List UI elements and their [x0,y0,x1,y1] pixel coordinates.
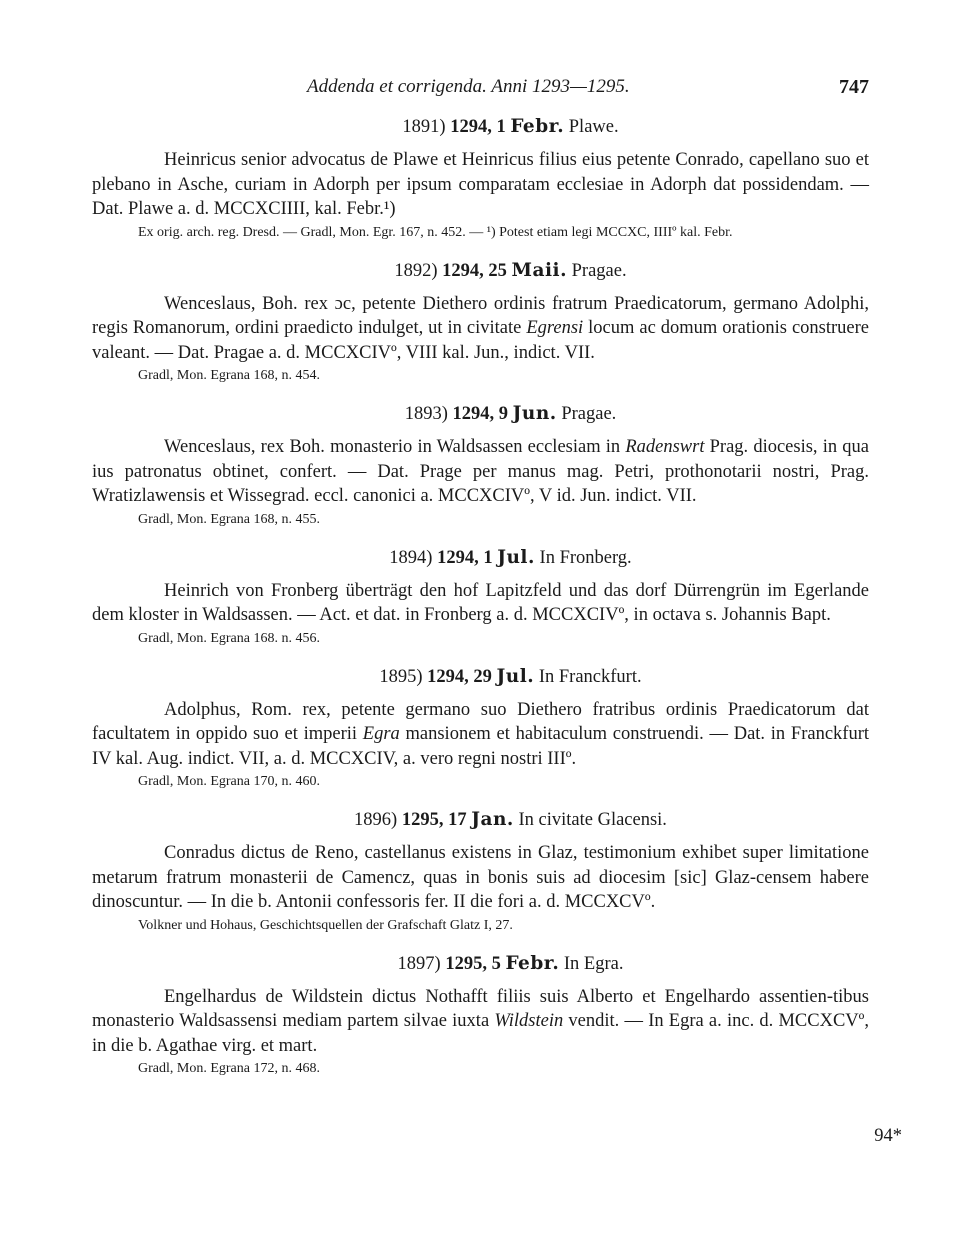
entry-month: Jan. [471,809,514,830]
entry-place: In civitate Glacensi. [518,810,667,830]
entry-text-part: Engelhardus de Wildstein dictus Nothafft filiis suis Alberto et Engelhardo assentien-tibus monasterio Waldsassensi mediam partem silvae iuxta [92,986,869,1031]
entry-place-name: Radenswrt [625,437,705,457]
entry-month: Jul. [496,665,535,687]
charter-entry [92,807,869,937]
entry-place-name: Egra [362,724,400,744]
running-header [92,76,869,106]
entry-month: Jul. [497,546,535,568]
entry-number: 1893) [404,404,448,424]
entry-place: In Egra. [563,953,624,974]
entry-number: 1892) [394,260,438,281]
entry-number: 1897) [397,953,441,974]
entry-number: 1896) [354,810,398,830]
entry-text [92,698,869,772]
entry-text-part: Prag. diocesis, in qua ius patronatus obtinet, confert. — Dat. Prage per manus mag. Petri, prothonotarii nostri, Prag. Wratizlawensis et Wissegrad. eccl. canonici a. MCCXCIVº, V id. Jun. indict. VII. [92,437,869,506]
charter-entry [92,545,869,650]
charter-entry [92,258,869,388]
entry-source: Ex orig. arch. reg. Dresd. — Gradl, Mon. Egr. 167, n. 452. — ¹) Potest etiam legi MCCXC, IIIIº kal. Febr. [138,224,733,240]
entry-heading [92,951,869,977]
entry-text-part: mansionem et habitaculum construendi. — Dat. in Franckfurt IV kal. Aug. indict. VII, a. d. MCCXCIV, a. vero regni nostri IIIº. [92,724,869,769]
entry-month: Febr. [510,116,565,137]
entry-text-part: Wenceslaus, Boh. rex ɔc, petente Diethero ordinis fratrum Praedicatorum, germano Adolphi, regis Romanorum, ordini praedicto indulget, ut in civitate [92,293,869,338]
entry-place: Plawe. [568,117,619,137]
entry-place: Pragae. [571,260,627,281]
charter-entry [92,401,869,531]
entry-date: 1295, 17 [401,810,467,830]
entry-text-part: Adolphus, Rom. rex, petente germano suo Diethero fratribus ordinis Praedicatorum dat facultatem in oppido suo et imperii [92,699,869,744]
signature-mark: 94* [874,1126,902,1146]
entry-heading [92,664,869,690]
entry-place: In Franckfurt. [538,666,642,687]
entry-source: Gradl, Mon. Egrana 172, n. 468. [138,1061,320,1076]
charter-entry [92,664,869,794]
entry-text: Heinricus senior advocatus de Plawe et Heinricus filius eius petente Conrado, capellano suo et plebano in Asche, curiam in Adorph per ipsum comparatam ecclesiae in Adorph dat possidendam. — Dat. Plawe a. d. MCCXCIIII, kal. Febr.¹) [92,150,869,219]
entry-date: 1294, 25 [442,260,507,281]
entry-text [92,292,869,366]
entry-date: 1294, 1 [437,547,493,568]
entry-source: Gradl, Mon. Egrana 170, n. 460. [138,774,320,789]
charter-entry [92,951,869,1081]
entry-text-part: vendit. — In Egra a. inc. d. MCCXCVº, in die b. Agathae virg. et mart. [92,1011,870,1056]
entry-date: 1294, 1 [450,117,506,137]
entry-text: Conradus dictus de Reno, castellanus existens in Glaz, testimonium exhibet super limitatione metarum fratrum monasterii de Camencz, quas in bonis suis ad diocesim [sic] Glaz-censem habere dinoscuntur. — In die b. Antonii confessoris fer. II die fori a. d. MCCXCVº. [92,843,869,912]
entry-number: 1895) [379,666,423,687]
entry-heading [92,258,869,284]
entry-heading [92,401,869,427]
entry-place: Pragae. [561,404,617,424]
running-title: Addenda et corrigenda. Anni 1293—1295. [307,76,630,97]
entry-text: Heinrich von Fronberg überträgt den hof Lapitzfeld und das dorf Dürrengrün im Egerlande dem kloster in Waldsassen. — Act. et dat. in Fronberg a. d. MCCXCIVº, in octava s. Johannis Bapt. [92,580,869,625]
entry-text [92,435,869,509]
entry-date: 1294, 9 [452,404,508,424]
entry-month: Maii. [511,259,568,281]
entry-source: Volkner und Hohaus, Geschichtsquellen der Grafschaft Glatz I, 27. [138,917,513,933]
entry-source: Gradl, Mon. Egrana 168, n. 455. [138,511,320,527]
entry-source: Gradl, Mon. Egrana 168, n. 454. [138,368,320,383]
document-page [92,76,869,1084]
entry-number: 1891) [402,117,446,137]
entry-month: Jun. [512,403,557,424]
entry-text-part: locum ac domum orationis construere valeant. — Dat. Pragae a. d. MCCXCIVº, VIII kal. Jun., indict. VII. [92,318,869,363]
entry-heading [92,545,869,571]
entry-heading [92,807,869,833]
entry-month: Febr. [505,952,560,974]
page-number: 747 [839,76,869,98]
entry-heading [92,114,869,140]
entry-place: In Fronberg. [539,547,632,568]
entry-place-name: Egrensi [526,318,584,338]
entry-text [92,985,869,1059]
entry-text-part: Wenceslaus, rex Boh. monasterio in Waldsassen ecclesiam in [164,437,626,457]
charter-entry [92,114,869,244]
entry-place-name: Wildstein [494,1011,564,1031]
entry-number: 1894) [389,547,433,568]
entry-source: Gradl, Mon. Egrana 168. n. 456. [138,630,320,646]
entry-date: 1295, 5 [445,953,501,974]
entry-date: 1294, 29 [427,666,492,687]
